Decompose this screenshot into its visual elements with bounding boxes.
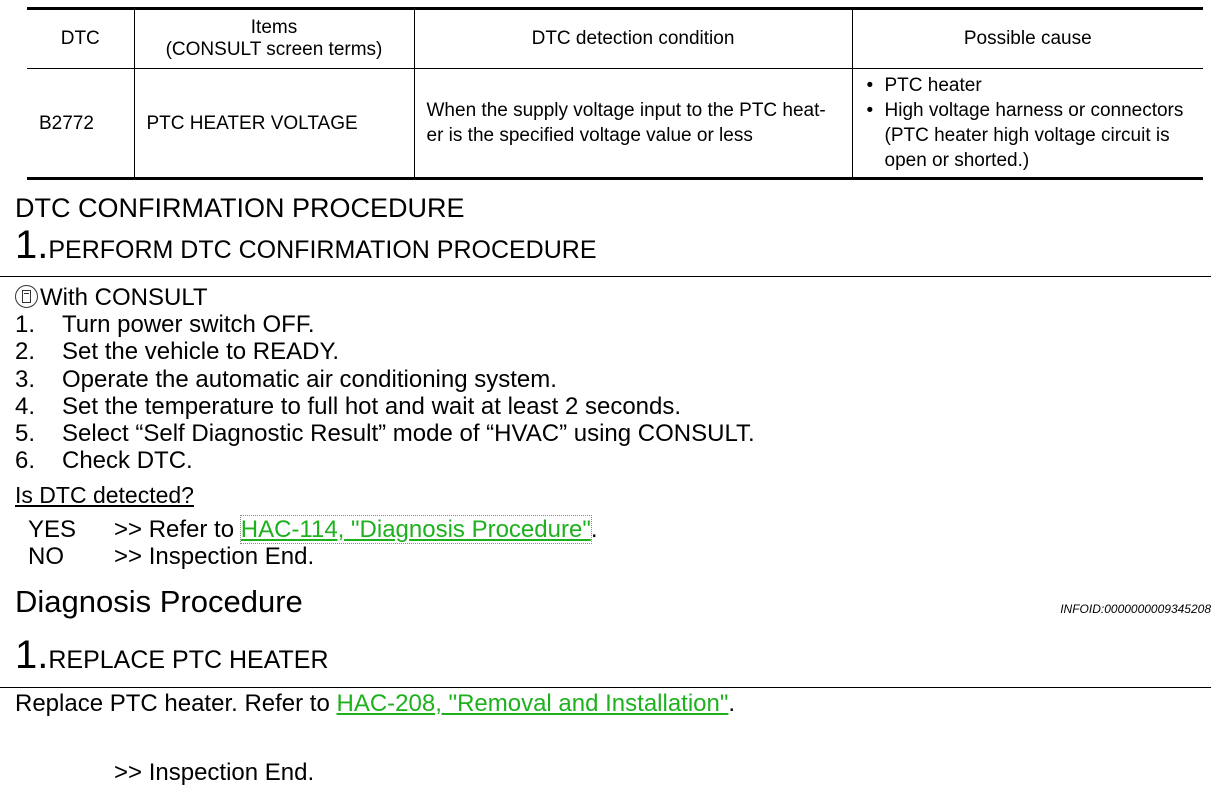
step-text: Check DTC. xyxy=(62,447,193,475)
with-consult-line xyxy=(15,284,208,312)
answer-yes-key: YES xyxy=(28,516,77,543)
cell-item: PTC HEATER VOLTAGE xyxy=(134,69,414,179)
step-number: 1. xyxy=(15,223,49,267)
header-items-line1: Items xyxy=(250,17,298,38)
list-item xyxy=(15,366,755,393)
list-item xyxy=(15,338,755,365)
dtc-table xyxy=(27,7,1203,180)
confirmation-title: DTC CONFIRMATION PROCEDURE xyxy=(15,193,465,223)
condition-line-1: When the supply voltage input to the PTC heat- xyxy=(426,100,826,121)
list-item xyxy=(15,447,755,474)
list-item xyxy=(15,420,755,447)
header-items-line2: (CONSULT screen terms) xyxy=(165,39,383,60)
step-title: PERFORM DTC CONFIRMATION PROCEDURE xyxy=(48,236,597,264)
step-number: 1. xyxy=(15,633,49,677)
diagnosis-step-heading xyxy=(15,633,329,678)
step-index: 1. xyxy=(15,311,36,338)
replace-instruction xyxy=(15,690,735,718)
table-header-row xyxy=(27,9,1203,69)
answer-yes-prefix: >> Refer to xyxy=(114,516,241,543)
list-item xyxy=(15,311,755,338)
step-index: 5. xyxy=(15,420,36,448)
cell-condition xyxy=(414,69,852,179)
header-detection-condition: DTC detection condition xyxy=(414,9,852,69)
list-item xyxy=(15,393,755,420)
condition-line-2: er is the specified voltage value or less xyxy=(426,125,753,146)
consult-tool-icon xyxy=(15,285,38,308)
answer-no-key: NO xyxy=(28,543,64,570)
step-index: 6. xyxy=(15,447,36,475)
step-index: 2. xyxy=(15,338,36,366)
cell-dtc-code: B2772 xyxy=(27,69,134,179)
step-text: Set the vehicle to READY. xyxy=(62,338,340,366)
replace-suffix: . xyxy=(728,690,736,717)
replace-text: Replace PTC heater. Refer to xyxy=(15,690,337,717)
confirmation-steps-list xyxy=(15,311,755,475)
header-dtc: DTC xyxy=(27,9,134,69)
cause-list xyxy=(865,73,1200,173)
dtc-detected-question: Is DTC detected? xyxy=(15,482,194,508)
step-text: Operate the automatic air conditioning system. xyxy=(62,365,557,393)
diagnosis-title: Diagnosis Procedure xyxy=(15,584,303,619)
step-title: REPLACE PTC HEATER xyxy=(48,646,329,674)
answer-yes xyxy=(28,516,598,544)
header-possible-cause: Possible cause xyxy=(852,9,1203,69)
removal-installation-link[interactable]: HAC-208, "Removal and Installation" xyxy=(336,690,729,717)
answer-yes-suffix: . xyxy=(590,516,598,543)
step-divider xyxy=(0,687,1211,688)
inspection-end: >> Inspection End. xyxy=(114,759,315,786)
cause-item: • High voltage harness or connectors (PTC heater high voltage circuit is open or shorted.) xyxy=(865,98,1200,173)
diagnosis-procedure-link[interactable]: HAC-114, "Diagnosis Procedure" xyxy=(240,516,591,543)
table-row xyxy=(27,69,1203,179)
step-index: 3. xyxy=(15,365,36,393)
confirmation-step-heading xyxy=(15,223,597,268)
info-id: INFOID:0000000009345208 xyxy=(1060,602,1211,616)
with-consult-label: With CONSULT xyxy=(40,284,208,311)
cause-item: • PTC heater xyxy=(865,73,1200,98)
step-index: 4. xyxy=(15,392,36,420)
answer-no xyxy=(28,543,314,571)
header-items xyxy=(134,9,414,69)
step-text: Turn power switch OFF. xyxy=(62,311,315,338)
cell-possible-cause xyxy=(852,69,1203,179)
answer-no-text: >> Inspection End. xyxy=(114,543,315,570)
step-text: Set the temperature to full hot and wait at least 2 seconds. xyxy=(62,392,682,420)
step-divider xyxy=(0,276,1211,277)
step-text: Select “Self Diagnostic Result” mode of “HVAC” using CONSULT. xyxy=(62,420,755,448)
